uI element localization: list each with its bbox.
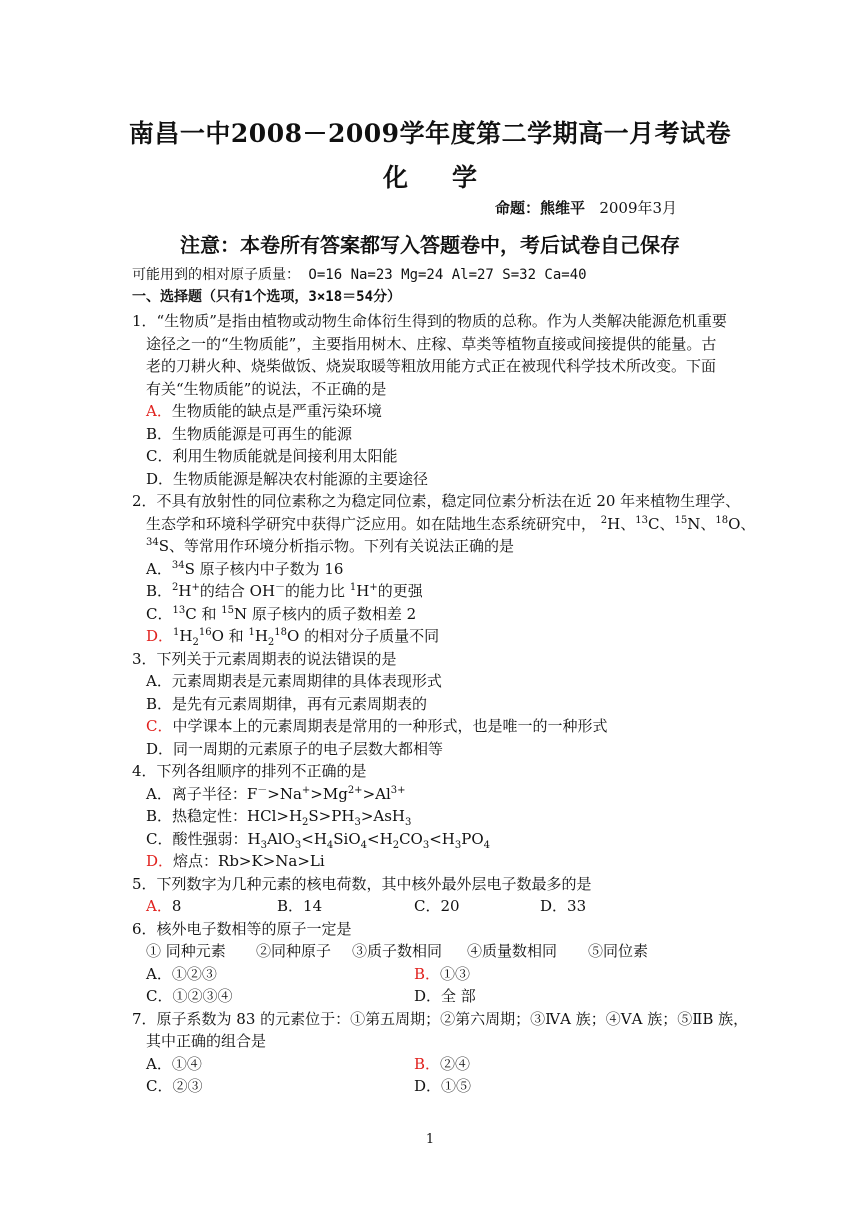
sub: 3: [405, 817, 412, 828]
q4-b-text: >AsH: [360, 807, 405, 825]
q7-option-a: A．①④: [146, 1055, 202, 1073]
subject-char-2: 学: [452, 163, 478, 192]
q7-option-d: D．①⑤: [414, 1077, 472, 1095]
q6-option-b-text: ①③: [440, 965, 471, 983]
q2-option-b-text: 的结合 OH: [199, 582, 276, 600]
sub: 4: [360, 840, 368, 851]
q7-option-c: C．②③: [146, 1077, 203, 1095]
q2-option-d-text: O 和: [211, 627, 249, 645]
sub: 4: [326, 840, 334, 851]
q2-option-c-text: C 和: [185, 605, 222, 623]
sep: 、: [659, 515, 675, 533]
q2-option-c: [146, 603, 416, 625]
q6-item-3: ③质子数相同: [352, 942, 443, 960]
sub: 4: [483, 840, 491, 851]
q5-option-d: D．33: [540, 897, 587, 915]
sub: 3: [260, 840, 267, 851]
q6-item-5: ⑤同位素: [588, 942, 649, 960]
sep: 、: [620, 515, 636, 533]
q2-option-d-tail: O 的相对分子质量不同: [287, 627, 440, 645]
q4-option-b: [146, 805, 411, 827]
q6-option-d: D．全 部: [414, 987, 476, 1005]
author-label: 命题：熊维平: [495, 199, 586, 217]
sub: 3: [294, 840, 302, 851]
q7-stem-2: 其中正确的组合是: [146, 1032, 267, 1050]
q4-option-a: [146, 783, 406, 805]
sup: 3+: [390, 785, 406, 796]
sup: +: [369, 582, 378, 593]
sym: H: [254, 627, 268, 645]
q2-option-c-tail: N 原子核内的质子数相差 2: [233, 605, 417, 623]
q2-stem-3-text: S、等常用作环境分析指示物。下列有关说法正确的是: [158, 537, 515, 555]
q5-option-a-label: A．: [146, 897, 172, 915]
q5-option-c: C．20: [414, 897, 460, 915]
q4-a-text: A．离子半径：F: [146, 785, 258, 803]
q4-option-c: [146, 828, 490, 850]
exam-date: 2009年3月: [599, 199, 678, 217]
q4-a-text: >Al: [362, 785, 391, 803]
sub: 2: [392, 840, 400, 851]
q1-stem-3: 老的刀耕火种、烧柴做饭、烧炭取暖等粗放用能方式正在被现代科学技术所改变。下面: [146, 357, 717, 375]
q4-c-text: SiO: [333, 830, 361, 848]
q5-option-a-text: 8: [171, 897, 182, 915]
q6-option-a: A．①②③: [146, 965, 217, 983]
sub: 2: [267, 637, 275, 648]
q5-option-b: B．14: [277, 897, 323, 915]
q4-c-text: PO: [461, 830, 484, 848]
sup: 15: [221, 605, 234, 616]
sep: 、: [700, 515, 716, 533]
q1-option-a-label: A．: [146, 402, 172, 420]
sub: 3: [454, 840, 462, 851]
q4-c-text: <H: [429, 830, 455, 848]
q2-option-a-text: S 原子核内中子数为 16: [184, 560, 344, 578]
q2-stem-3: [146, 535, 514, 557]
q6-option-b-label: B．: [414, 965, 441, 983]
sup: 34: [146, 537, 159, 548]
sup: 34: [171, 560, 185, 571]
sup: 15: [674, 515, 688, 526]
q6-item-2: ②同种原子: [256, 942, 332, 960]
sym: C: [648, 515, 660, 533]
q4-option-d-text: 熔点：Rb>K>Na>Li: [173, 852, 325, 870]
sup: 1: [248, 627, 255, 638]
sup: 1: [173, 627, 180, 638]
q5-option-a: [146, 895, 181, 917]
sub: 2: [192, 637, 199, 648]
sym: H: [607, 515, 621, 533]
q3-option-c-label: C．: [146, 717, 173, 735]
exam-title: 南昌一中2008－2009学年度第二学期高一月考试卷: [128, 119, 732, 148]
q1-option-a: [146, 400, 382, 422]
sym: H: [178, 582, 192, 600]
q1-option-a-text: 生物质能的缺点是严重污染环境: [171, 402, 382, 420]
q4-a-text: >Mg: [310, 785, 348, 803]
sup: 13: [172, 605, 186, 616]
q2-option-a: [146, 558, 343, 580]
q6-item-4: ④质量数相同: [467, 942, 558, 960]
q2-option-d: [146, 625, 439, 647]
sup: +: [301, 785, 311, 796]
atomic-masses: 可能用到的相对原子质量： O=16 Na=23 Mg=24 Al=27 S=32 Ca=40: [132, 267, 587, 283]
q3-option-c-text: 中学课本上的元素周期表是常用的一种形式，也是唯一的一种形式: [172, 717, 608, 735]
q6-option-b: [414, 963, 470, 985]
q4-a-text: >Na: [267, 785, 302, 803]
q4-b-text: S>PH: [308, 807, 355, 825]
q2-stem-2: [146, 513, 755, 535]
q3-option-b: B．是先有元素周期律，再有元素周期表的: [146, 695, 428, 713]
sup: 18: [274, 627, 288, 638]
sup: 16: [198, 627, 212, 638]
q2-option-b-tail: 的更强: [377, 582, 423, 600]
q2-option-b: [146, 580, 423, 602]
subject-char-1: 化: [382, 163, 408, 192]
page-number: 1: [425, 1132, 435, 1147]
q1-option-c: C．利用生物质能就是间接利用太阳能: [146, 447, 398, 465]
q2-option-b-label: B．: [146, 582, 173, 600]
q4-b-text: B．热稳定性：HCl>H: [146, 807, 303, 825]
q1-stem-2: 途径之一的“生物质能”，主要指用树木、庄稼、草类等植物直接或间接提供的能量。古: [146, 335, 717, 353]
sub: 3: [422, 840, 430, 851]
sup: －: [275, 582, 286, 593]
section-heading: 一、选择题（只有1个选项，3×18＝54分）: [132, 289, 402, 305]
sup: 18: [715, 515, 729, 526]
q3-option-a: A．元素周期表是元素周期律的具体表现形式: [146, 672, 442, 690]
q6-stem: 6．核外电子数相等的原子一定是: [132, 920, 352, 938]
sub: 3: [354, 817, 361, 828]
sym: N: [687, 515, 701, 533]
q2-option-a-label: A．: [146, 560, 172, 578]
q1-stem-4: 有关“生物质能”的说法，不正确的是: [146, 380, 387, 398]
sup: －: [257, 785, 268, 796]
q4-c-text: <H: [301, 830, 327, 848]
q7-option-b: [414, 1053, 470, 1075]
q3-option-d: D．同一周期的元素原子的电子层数大都相等: [146, 740, 444, 758]
notice: 注意：本卷所有答案都写入答题卷中，考后试卷自己保存: [180, 233, 680, 257]
q2-stem-2-tail: O、: [728, 515, 756, 533]
sup: +: [191, 582, 200, 593]
sup: 1: [349, 582, 357, 593]
q1-option-d: D．生物质能源是解决农村能源的主要途径: [146, 470, 429, 488]
q1-stem-1: 1．“生物质”是指由植物或动物生命体衍生得到的物质的总称。作为人类解决能源危机重要: [132, 312, 727, 330]
q2-stem-1: 2．不具有放射性的同位素称之为稳定同位素，稳定同位素分析法在近 20 年来植物生理学、: [132, 492, 741, 510]
q4-c-text: <H: [367, 830, 393, 848]
sup: 13: [635, 515, 649, 526]
q6-item-1: ① 同种元素: [146, 942, 226, 960]
q4-option-d-label: D．: [146, 852, 174, 870]
sup: 2: [600, 515, 608, 526]
sym: H: [356, 582, 370, 600]
q4-c-text: CO: [399, 830, 423, 848]
sub: 2: [302, 817, 309, 828]
q3-option-c: [146, 715, 608, 737]
q4-c-text: AlO: [266, 830, 295, 848]
sup: 2: [172, 582, 179, 593]
q2-option-d-label: D．: [146, 627, 174, 645]
q6-option-c: C．①②③④: [146, 987, 233, 1005]
sym: H: [179, 627, 193, 645]
q2-stem-2-text: 生态学和环境科学研究中获得广泛应用。如在陆地生态系统研究中，: [146, 515, 597, 533]
q4-c-text: C．酸性强弱：H: [146, 830, 261, 848]
q2-option-c-label: C．: [146, 605, 173, 623]
author-line: [495, 197, 677, 218]
q7-stem-1: 7．原子系数为 83 的元素位于：①第五周期；②第六周期；③ⅣA 族；④ⅤA 族；⑤ⅡB 族，: [132, 1010, 749, 1028]
q4-stem: 4．下列各组顺序的排列不正确的是: [132, 762, 367, 780]
q2-option-b-text2: 的能力比: [285, 582, 350, 600]
q5-stem: 5．下列数字为几种元素的核电荷数，其中核外最外层电子数最多的是: [132, 875, 592, 893]
q7-option-b-text: ②④: [440, 1055, 471, 1073]
q7-option-b-label: B．: [414, 1055, 441, 1073]
q1-option-b: B．生物质能源是可再生的能源: [146, 425, 353, 443]
q3-stem: 3．下列关于元素周期表的说法错误的是: [132, 650, 397, 668]
sup: 2+: [347, 785, 363, 796]
q4-option-d: [146, 850, 325, 872]
subject-title: [0, 158, 860, 194]
